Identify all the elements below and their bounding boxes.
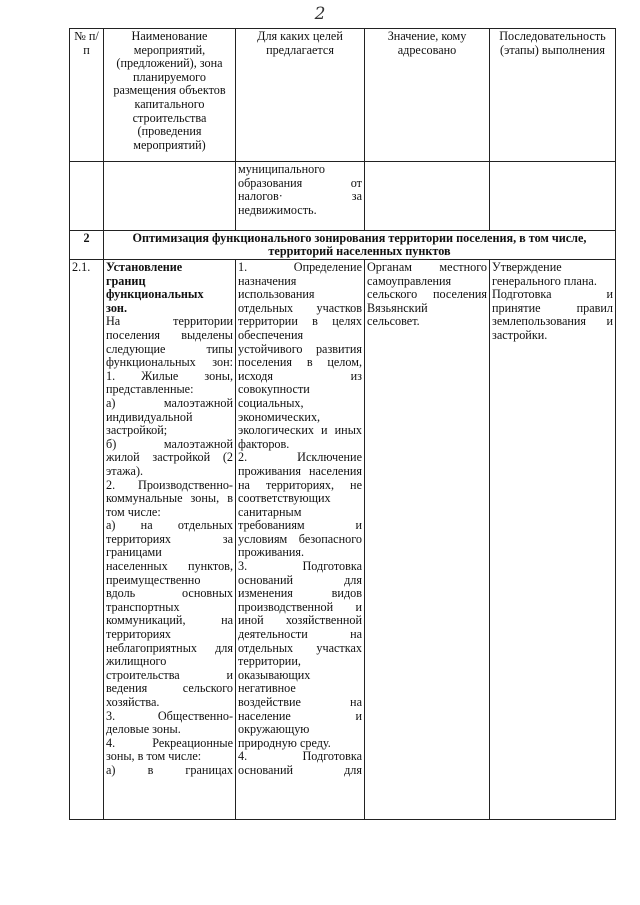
continuation-purpose: муниципального образования от налогов· за недвижимость. — [236, 162, 365, 231]
item-number: 2.1. — [70, 260, 104, 820]
item-row — [70, 260, 616, 820]
item-purpose: 1. Определение назначения использования отдельных участков территории в целях обеспечения устойчивого развития поселения в целом, исходя из совокупности социальных, экономических, экологических и иных факторов. 2. Исключение проживания населения на территориях, не соответствующих санитарным требованиям и условиям безопасного проживания. 3. Подготовка оснований для изменения видов производственной и иной хозяйственной деятельности на отдельных участках территории, оказывающих негативное воздействие на население и окружающую природную среду. 4. Подготовка оснований для — [236, 260, 365, 820]
item-stages: Утверждение генерального плана. Подготовка и принятие правил землепользования и застройки. — [490, 260, 616, 820]
section-title: Оптимизация функционального зонирования территории поселения, в том числе, территорий населенных пунктов — [104, 231, 616, 260]
section-number: 2 — [70, 231, 104, 260]
header-number: № п/п — [70, 29, 104, 162]
measures-table — [69, 28, 616, 820]
header-measure-name: Наименование мероприятий, (предложений), зона планируемого размещения объектов капитального строительства (проведения мероприятий) — [104, 29, 236, 162]
header-purpose: Для каких целей предлагается — [236, 29, 365, 162]
header-stages: Последовательность (этапы) выполнения — [490, 29, 616, 162]
continuation-row — [70, 162, 616, 231]
item-addressee: Органам местного самоуправления сельского поселения Вязьянский сельсовет. — [365, 260, 490, 820]
section-row — [70, 231, 616, 260]
page-number: 2 — [314, 4, 326, 24]
item-name: Установление границ функциональных зон. На территории поселения выделены следующие типы функциональных зон: 1. Жилые зоны, представленные: а) малоэтажной индивидуальной застройкой; б) малоэтажной жилой застройкой (2 этажа). 2. Производственно- коммунальные зоны, в том числе: а) на отдельных территориях за границами населенных пунктов, преимущественно вдоль основных транспортных коммуникаций, на территориях неблагоприятных для жилищного строительства и ведения сельского хозяйства. 3. Общественно- деловые зоны. 4. Рекреационные зоны, в том числе: а) в границах — [104, 260, 236, 820]
header-addressee: Значение, кому адресовано — [365, 29, 490, 162]
table-header-row — [70, 29, 616, 162]
